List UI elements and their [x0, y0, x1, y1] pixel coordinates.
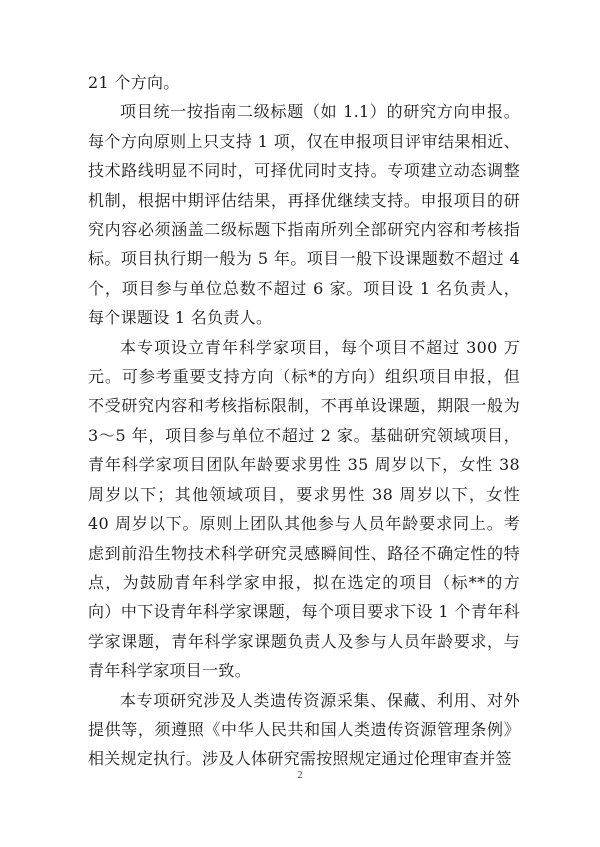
page-number: 2	[297, 770, 303, 781]
paragraph-genetic-resources: 本专项研究涉及人类遗传资源采集、保藏、利用、对外提供等，须遵照《中华人民共和国人类遗传资源管理条例》相关规定执行。涉及人体研究需按照规定通过伦理审查并签	[88, 690, 520, 769]
paragraph-continuation: 21 个方向。	[88, 73, 180, 92]
document-body	[88, 68, 520, 774]
paragraph-young-scientist-projects: 本专项设立青年科学家项目，每个项目不超过 300 万元。可参考重要支持方向（标*的方向）组织项目申报，但不受研究内容和考核指标限制，不再单设课题，期限一般为 3～5 年，项目参与单位不超过 2 家。基础研究领域项目，青年科学家项目团队年龄要求男性 35 周岁以下，女性 38 周岁以下；其他领域项目，要求男性 38 周岁以下，女性 40 周岁以下。原则上团队其他参与人员年龄要求同上。考虑到前沿生物技术科学研究灵感瞬间性、路径不确定性的特点，为鼓励青年科学家申报，拟在选定的项目（标**的方向）中下设青年科学家课题，每个项目要求下设 1 个青年科学家课题，青年科学家课题负责人及参与人员年龄要求，与青年科学家项目一致。	[88, 337, 520, 681]
paragraph-application-rules: 项目统一按指南二级标题（如 1.1）的研究方向申报。每个方向原则上只支持 1 项，仅在申报项目评审结果相近、技术路线明显不同时，可择优同时支持。专项建立动态调整机制，根据中期评估结果，再择优继续支持。申报项目的研究内容必须涵盖二级标题下指南所列全部研究内容和考核指标。项目执行期一般为 5 年。项目一般下设课题数不超过 4 个，项目参与单位总数不超过 6 家。项目设 1 名负责人，每个课题设 1 名负责人。	[88, 102, 520, 328]
